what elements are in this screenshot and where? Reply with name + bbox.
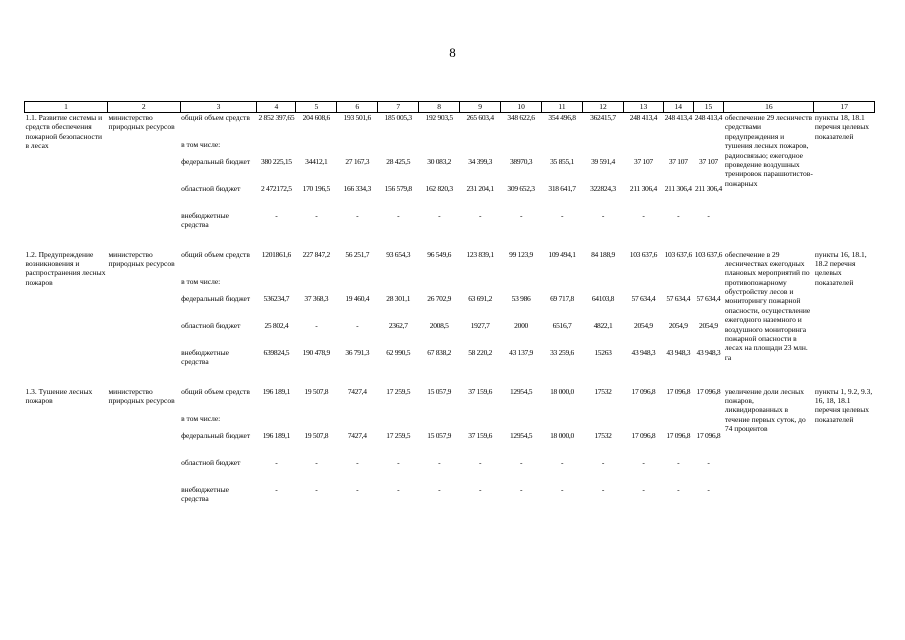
funding-value: 231 204,1: [466, 183, 494, 193]
funding-value: 17 096,8: [666, 430, 691, 440]
funding-value: -: [315, 484, 318, 494]
funding-value: -: [642, 457, 645, 467]
funding-value: 109 494,1: [548, 249, 576, 259]
target-indicators: пункты 16, 18.1, 18.2 перечня целевых показателей: [814, 249, 867, 287]
funding-value: -: [479, 210, 482, 220]
funding-value: 322824,3: [590, 183, 616, 193]
funding-value: 2054,9: [699, 320, 718, 330]
funding-value: 33 259,6: [550, 347, 574, 357]
table-row: [25, 113, 875, 140]
funding-value: 27 167,3: [345, 156, 370, 166]
funding-value: 15263: [594, 347, 612, 357]
funding-value: 17 096,8: [696, 386, 721, 396]
funding-value: 63 691,2: [468, 293, 493, 303]
funding-value: -: [479, 484, 482, 494]
funding-value: 18 000,0: [550, 430, 574, 440]
funding-value: 43 948,3: [666, 347, 691, 357]
target-indicators: пункты 1, 9.2, 9.3, 16, 18, 18.1 перечня целевых показателей: [814, 386, 873, 424]
header-cell: 14: [663, 102, 693, 113]
funding-value: -: [356, 210, 359, 220]
funding-value: 1927,7: [470, 320, 490, 330]
funding-value: 362415,7: [590, 113, 616, 122]
header-cell: 15: [693, 102, 724, 113]
funding-value: 17 096,8: [631, 386, 656, 396]
funding-value: 28 425,5: [386, 156, 411, 166]
funding-value: 318 641,7: [548, 183, 576, 193]
section-gap: [25, 238, 875, 250]
funding-value: [257, 414, 296, 431]
funding-value: 309 652,3: [507, 183, 535, 193]
funding-value: -: [707, 210, 710, 220]
funding-value: [257, 277, 296, 294]
funding-value: 248 413,4: [664, 113, 692, 122]
funding-value: -: [315, 210, 318, 220]
funding-value: 62 990,5: [386, 347, 411, 357]
page-number: 8: [449, 45, 456, 60]
activity-name: 1.2. Предупреждение возникновения и распространения лесных пожаров: [25, 249, 106, 287]
funding-value: 17 096,8: [696, 430, 721, 440]
funding-value: 57 634,4: [666, 293, 691, 303]
funding-value: -: [438, 484, 441, 494]
funding-value: -: [275, 484, 278, 494]
header-cell: 10: [501, 102, 542, 113]
funding-value: -: [479, 457, 482, 467]
funding-value: 2008,5: [429, 320, 449, 330]
funding-value: [501, 414, 542, 431]
funding-value: [337, 277, 378, 294]
funding-value: 348 622,6: [507, 113, 535, 122]
activity-name: 1.3. Тушение лесных пожаров: [25, 386, 93, 405]
funding-value: [257, 140, 296, 157]
funding-source: федеральный бюджет: [181, 430, 251, 440]
funding-value: 84 188,9: [591, 249, 615, 259]
funding-value: 156 579,8: [384, 183, 412, 193]
funding-value: 248 413,4: [629, 113, 658, 122]
funding-value: 17 096,8: [631, 430, 656, 440]
funding-value: [583, 277, 624, 294]
funding-value: -: [397, 484, 400, 494]
funding-value: 19 507,8: [304, 386, 329, 396]
header-cell: 13: [623, 102, 663, 113]
funding-value: 28 301,1: [386, 293, 411, 303]
header-cell: 17: [814, 102, 875, 113]
funding-value: 2054,9: [668, 320, 688, 330]
funding-value: -: [601, 457, 605, 467]
funding-source: внебюджетные средства: [181, 210, 229, 229]
funding-value: [501, 140, 542, 157]
funding-value: -: [677, 457, 680, 467]
funding-value: 196 189,1: [262, 386, 291, 396]
executor: министерство природных ресурсов: [108, 249, 175, 268]
funding-value: [460, 414, 501, 431]
funding-value: 2 852 397,65: [258, 113, 295, 122]
target-indicators: пункты 18, 18.1 перечня целевых показателей: [814, 113, 870, 141]
funding-value: -: [601, 210, 605, 220]
funding-value: 56 251,7: [345, 249, 370, 259]
executor: министерство природных ресурсов: [108, 113, 175, 132]
funding-value: 37 107: [668, 156, 688, 166]
funding-value: 64103,8: [591, 293, 615, 303]
funding-value: 17532: [594, 430, 612, 440]
header-cell: 16: [724, 102, 814, 113]
header-cell: 11: [542, 102, 583, 113]
funding-value: 7427,4: [347, 430, 367, 440]
funding-value: 354 496,8: [548, 113, 576, 122]
funding-value: 19 460,4: [345, 293, 370, 303]
funding-value: 211 306,4: [629, 183, 657, 193]
funding-value: 43 137,9: [509, 347, 534, 357]
funding-value: 7427,4: [347, 386, 367, 396]
header-cell: 12: [583, 102, 624, 113]
funding-value: 162 820,3: [425, 183, 453, 193]
funding-value: [337, 140, 378, 157]
funding-value: 43 948,3: [631, 347, 656, 357]
funding-value: [419, 414, 460, 431]
funding-value: 39 591,4: [591, 156, 615, 166]
funding-source: общий объем средств: [181, 249, 250, 259]
funding-value: [419, 277, 460, 294]
funding-source: федеральный бюджет: [181, 293, 251, 303]
funding-value: 12954,5: [509, 386, 533, 396]
funding-value: -: [275, 457, 278, 467]
funding-value: 2362,7: [388, 320, 408, 330]
funding-source: областной бюджет: [181, 320, 241, 330]
executor: министерство природных ресурсов: [108, 386, 175, 405]
funding-value: 18 000,0: [550, 386, 574, 396]
funding-value: 35 855,1: [550, 156, 574, 166]
funding-value: [542, 277, 583, 294]
table-row: [25, 250, 875, 277]
funding-value: 166 334,3: [343, 183, 371, 193]
funding-value: 190 478,9: [302, 347, 330, 357]
section-gap: [25, 375, 875, 387]
funding-value: [693, 140, 724, 157]
funding-value: 37 159,6: [468, 386, 493, 396]
funding-value: -: [275, 210, 278, 220]
funding-value: -: [519, 457, 523, 467]
funding-value: 170 196,5: [302, 183, 330, 193]
funding-value: 2 472172,5: [261, 183, 292, 193]
funding-value: -: [601, 484, 605, 494]
funding-value: [623, 140, 663, 157]
funding-value: -: [519, 210, 523, 220]
funding-value: 36 791,3: [345, 347, 370, 357]
funding-value: 25 802,4: [264, 320, 289, 330]
funding-value: -: [356, 457, 359, 467]
funding-value: -: [438, 210, 441, 220]
funding-value: 19 507,8: [304, 430, 329, 440]
funding-value: 17 096,8: [666, 386, 691, 396]
funding-value: 34 399,3: [468, 156, 493, 166]
funding-value: 6516,7: [552, 320, 572, 330]
funding-value: 43 948,3: [696, 347, 721, 357]
funding-value: 380 225,15: [261, 156, 292, 166]
funding-value: -: [397, 457, 400, 467]
funding-value: 37 368,3: [304, 293, 329, 303]
funding-value: 2000: [514, 320, 528, 330]
funding-value: [623, 277, 663, 294]
funding-value: 37 107: [634, 156, 653, 166]
funding-value: 58 220,2: [468, 347, 493, 357]
funding-value: 192 903,5: [425, 113, 453, 122]
funding-value: -: [315, 320, 318, 330]
funding-value: 103 637,6: [664, 249, 692, 259]
funding-value: 38970,3: [509, 156, 533, 166]
funding-value: -: [707, 457, 710, 467]
funding-value: [296, 140, 337, 157]
funding-value: 37 159,6: [468, 430, 493, 440]
funding-source: общий объем средств: [181, 113, 250, 122]
funding-value: [460, 277, 501, 294]
funding-value: 15 057,9: [427, 430, 452, 440]
funding-value: 204 608,6: [302, 113, 330, 122]
program-table: [24, 101, 875, 512]
funding-value: -: [707, 484, 710, 494]
funding-value: 96 549,6: [427, 249, 452, 259]
funding-value: 17532: [594, 386, 612, 396]
funding-value: [296, 414, 337, 431]
funding-value: 2054,9: [634, 320, 653, 330]
funding-source: внебюджетные средства: [181, 484, 229, 503]
expected-result: обеспечение в 29 лесничествах ежегодных плановых мероприятий по противопожарному обустройству лесов и мониторингу пожарной опасности, осуществление ежегодного наземного и воздушного мониторинга пожарной опасности в лесах на площади 23 млн. га: [724, 249, 811, 362]
funding-value: 57 634,4: [696, 293, 721, 303]
funding-value: [337, 414, 378, 431]
funding-value: -: [356, 484, 359, 494]
funding-source: федеральный бюджет: [181, 156, 251, 166]
funding-value: -: [397, 210, 400, 220]
header-cell: 1: [25, 102, 108, 113]
funding-value: [378, 140, 419, 157]
funding-value: 34412,1: [305, 156, 328, 166]
funding-value: 37 107: [699, 156, 718, 166]
funding-value: -: [677, 484, 680, 494]
funding-value: -: [642, 210, 645, 220]
funding-value: [542, 414, 583, 431]
funding-value: 536234,7: [263, 293, 290, 303]
header-cell: 2: [107, 102, 180, 113]
funding-value: -: [642, 484, 645, 494]
funding-value: 15 057,9: [427, 386, 452, 396]
funding-value: 69 717,8: [550, 293, 574, 303]
funding-value: 57 634,4: [631, 293, 656, 303]
funding-value: [693, 414, 724, 431]
funding-value: -: [677, 210, 680, 220]
activity-name: 1.1. Развитие системы и средств обеспечения пожарной безопасности в лесах: [25, 113, 103, 151]
funding-value: [460, 140, 501, 157]
funding-value: [419, 140, 460, 157]
funding-value: -: [560, 210, 564, 220]
funding-value: 103 637,6: [629, 249, 658, 259]
funding-source: внебюджетные средства: [181, 347, 229, 366]
funding-value: -: [438, 457, 441, 467]
funding-value: 17 259,5: [386, 430, 411, 440]
header-cell: 5: [296, 102, 337, 113]
funding-value: 227 847,2: [302, 249, 330, 259]
funding-value: 30 083,2: [427, 156, 452, 166]
funding-source: общий объем средств: [181, 386, 250, 396]
funding-value: 12954,5: [509, 430, 533, 440]
funding-value: [378, 277, 419, 294]
funding-value: 26 702,9: [427, 293, 452, 303]
funding-value: 1201861,6: [261, 249, 291, 259]
funding-source: в том числе:: [181, 139, 221, 149]
header-row: [25, 102, 875, 113]
funding-value: -: [356, 320, 359, 330]
funding-value: 99 123,9: [509, 249, 534, 259]
funding-value: [296, 277, 337, 294]
funding-value: [623, 414, 663, 431]
expected-result: увеличение доли лесных пожаров, ликвидированных в течение первых суток, до 74 процентов: [724, 386, 806, 433]
funding-source: областной бюджет: [181, 183, 241, 193]
funding-value: 639824,5: [263, 347, 290, 357]
funding-value: [583, 140, 624, 157]
funding-value: [378, 414, 419, 431]
funding-value: 17 259,5: [386, 386, 411, 396]
funding-value: 265 603,4: [466, 113, 494, 122]
funding-value: 193 501,6: [343, 113, 371, 122]
header-cell: 4: [257, 102, 296, 113]
funding-value: 93 654,3: [386, 249, 411, 259]
table-row: [25, 387, 875, 414]
funding-source: областной бюджет: [181, 457, 241, 467]
funding-value: [663, 140, 693, 157]
funding-value: -: [560, 484, 564, 494]
funding-value: 103 637,6: [694, 249, 723, 259]
funding-value: 211 306,4: [694, 183, 722, 193]
funding-value: -: [315, 457, 318, 467]
funding-value: -: [519, 484, 523, 494]
funding-value: -: [560, 457, 564, 467]
header-cell: 9: [460, 102, 501, 113]
funding-source: в том числе:: [181, 413, 221, 423]
header-cell: 8: [419, 102, 460, 113]
funding-value: [663, 277, 693, 294]
funding-source: в том числе:: [181, 276, 221, 286]
funding-value: [501, 277, 542, 294]
header-cell: 7: [378, 102, 419, 113]
funding-value: 67 838,2: [427, 347, 452, 357]
funding-value: 4822,1: [593, 320, 613, 330]
funding-value: [693, 277, 724, 294]
funding-value: [663, 414, 693, 431]
funding-value: [583, 414, 624, 431]
funding-value: 196 189,1: [262, 430, 291, 440]
expected-result: обеспечение 29 лесничеств средствами предупреждения и тушения лесных пожаров, радиосвязью; ежегодное проведение воздушных тренировок парашютистов-пожарных: [724, 113, 813, 188]
funding-value: 123 839,1: [466, 249, 494, 259]
funding-value: 211 306,4: [664, 183, 692, 193]
header-cell: 3: [180, 102, 257, 113]
funding-value: 53 986: [511, 293, 531, 303]
funding-value: [542, 140, 583, 157]
funding-value: 185 005,3: [384, 113, 412, 122]
funding-value: 248 413,4: [694, 113, 723, 122]
header-cell: 6: [337, 102, 378, 113]
